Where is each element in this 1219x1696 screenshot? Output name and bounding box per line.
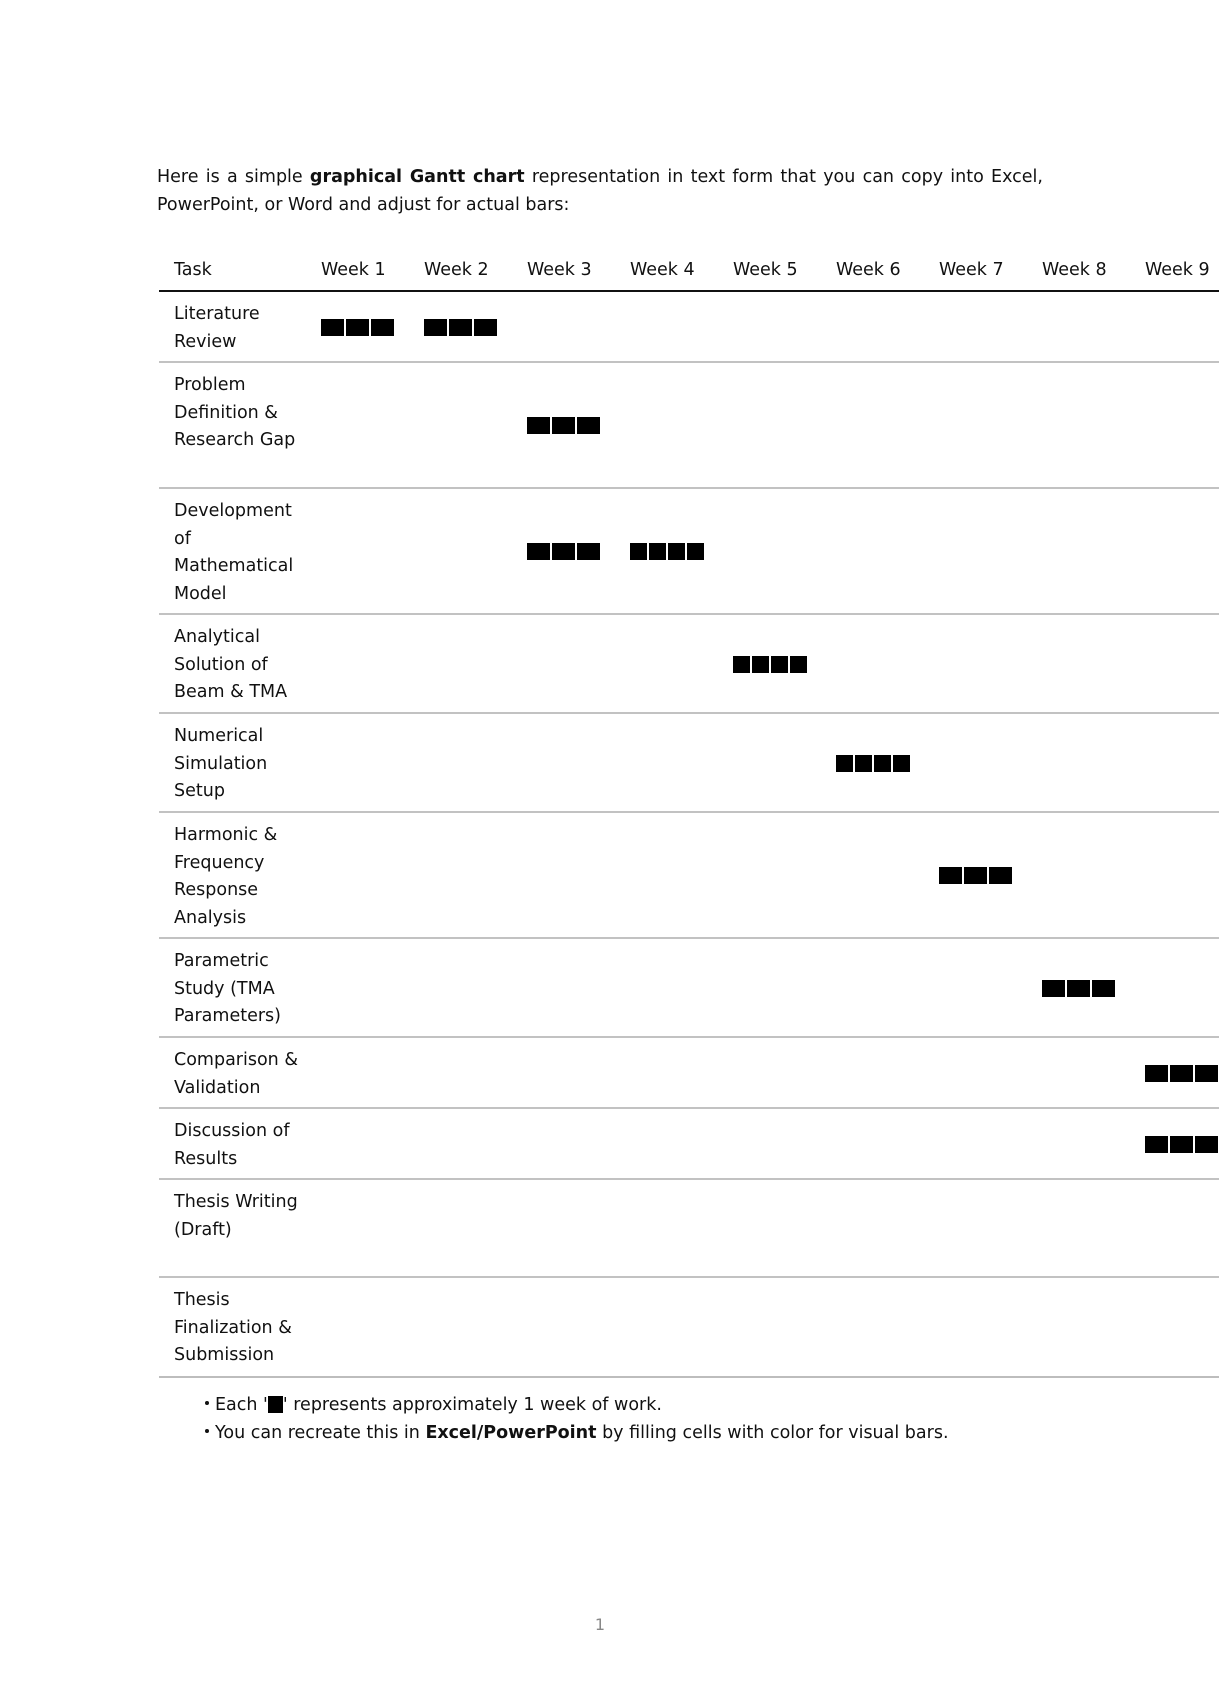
note2-bold-text: Excel/PowerPoint <box>425 1423 597 1443</box>
task-name: Discussion of Results <box>174 1121 290 1169</box>
gantt-bar <box>321 319 394 336</box>
gantt-bar <box>527 543 600 560</box>
table-row <box>159 1038 1219 1109</box>
bar-block <box>836 755 853 772</box>
bar-block <box>964 867 987 884</box>
table-row <box>159 615 1219 714</box>
bar-block <box>346 319 369 336</box>
table-row <box>159 813 1219 939</box>
bar-block <box>1092 980 1115 997</box>
task-name: Harmonic & Frequency Response Analysis <box>174 825 278 928</box>
bar-block <box>630 543 647 560</box>
table-row <box>159 714 1219 813</box>
gantt-table <box>159 254 1219 1378</box>
note1-text-start: Each ' <box>215 1395 268 1415</box>
table-header-row <box>159 254 1219 292</box>
bar-block <box>752 656 769 673</box>
table-row <box>159 363 1219 489</box>
table-row <box>159 1180 1219 1278</box>
table-row <box>159 1109 1219 1180</box>
gantt-bar <box>1042 980 1115 997</box>
bar-block <box>577 543 600 560</box>
task-name: Problem Definition & Research Gap <box>174 375 296 450</box>
bar-block <box>527 417 550 434</box>
week-column-header: Week 7 <box>939 260 1004 280</box>
week-column-header: Week 3 <box>527 260 592 280</box>
bar-block <box>424 319 447 336</box>
note2-text-start: You can recreate this in <box>215 1423 426 1443</box>
week-column-header: Week 4 <box>630 260 695 280</box>
bar-block <box>552 543 575 560</box>
gantt-bar <box>527 417 600 434</box>
notes-list <box>205 1391 949 1447</box>
bar-block <box>893 755 910 772</box>
task-name: Development of Mathematical Model <box>174 501 294 604</box>
block-square-icon <box>268 1396 283 1413</box>
page-number: 1 <box>594 1615 606 1634</box>
task-name: Numerical Simulation Setup <box>174 726 268 801</box>
bar-block <box>687 543 704 560</box>
bar-block <box>577 417 600 434</box>
week-column-header: Week 5 <box>733 260 798 280</box>
intro-paragraph <box>157 163 1043 219</box>
gantt-bar <box>733 656 807 673</box>
bar-block <box>939 867 962 884</box>
table-row <box>159 939 1219 1038</box>
week-column-header: Week 6 <box>836 260 901 280</box>
table-row <box>159 489 1219 615</box>
task-name: Thesis Writing (Draft) <box>174 1192 298 1240</box>
note2-text-end: by filling cells with color for visual bars. <box>596 1423 949 1443</box>
bar-block <box>1195 1065 1218 1082</box>
bar-block <box>989 867 1012 884</box>
note1-text-end: ' represents approximately 1 week of work. <box>282 1395 662 1415</box>
intro-bold-text: graphical Gantt chart <box>309 167 525 187</box>
gantt-bar <box>424 319 497 336</box>
bar-block <box>449 319 472 336</box>
gantt-bar <box>939 867 1012 884</box>
task-name: Analytical Solution of Beam & TMA <box>174 627 288 702</box>
bar-block <box>527 543 550 560</box>
bar-block <box>790 656 807 673</box>
bar-block <box>1145 1065 1168 1082</box>
bullet-icon <box>205 1429 209 1433</box>
gantt-bar <box>630 543 704 560</box>
bar-block <box>1170 1065 1193 1082</box>
table-row <box>159 1278 1219 1378</box>
bar-block <box>668 543 685 560</box>
task-name: Thesis Finalization & Submission <box>174 1290 292 1365</box>
table-row <box>159 292 1219 363</box>
week-column-header: Week 9 <box>1145 260 1210 280</box>
bar-block <box>1170 1136 1193 1153</box>
week-column-header: Week 8 <box>1042 260 1107 280</box>
task-column-header: Task <box>174 260 212 280</box>
gantt-bar <box>836 755 910 772</box>
bar-block <box>649 543 666 560</box>
bullet-icon <box>205 1401 209 1405</box>
task-name: Parametric Study (TMA Parameters) <box>174 951 281 1026</box>
bar-block <box>874 755 891 772</box>
bar-block <box>1042 980 1065 997</box>
week-column-header: Week 2 <box>424 260 489 280</box>
bar-block <box>1195 1136 1218 1153</box>
bar-block <box>733 656 750 673</box>
task-name: Comparison & Validation <box>174 1050 298 1098</box>
week-column-header: Week 1 <box>321 260 386 280</box>
gantt-bar <box>1145 1065 1218 1082</box>
bar-block <box>1067 980 1090 997</box>
bar-block <box>771 656 788 673</box>
bar-block <box>474 319 497 336</box>
intro-text-end: representation in text form that you can copy into Excel, PowerPoint, or Word and adjust for actual bars: <box>157 167 1043 215</box>
note-item <box>205 1391 949 1419</box>
bar-block <box>321 319 344 336</box>
bar-block <box>855 755 872 772</box>
note-item <box>205 1419 949 1447</box>
intro-text-start: Here is a simple <box>157 167 310 187</box>
bar-block <box>1145 1136 1168 1153</box>
task-name: Literature Review <box>174 304 260 352</box>
gantt-bar <box>1145 1136 1218 1153</box>
bar-block <box>371 319 394 336</box>
bar-block <box>552 417 575 434</box>
